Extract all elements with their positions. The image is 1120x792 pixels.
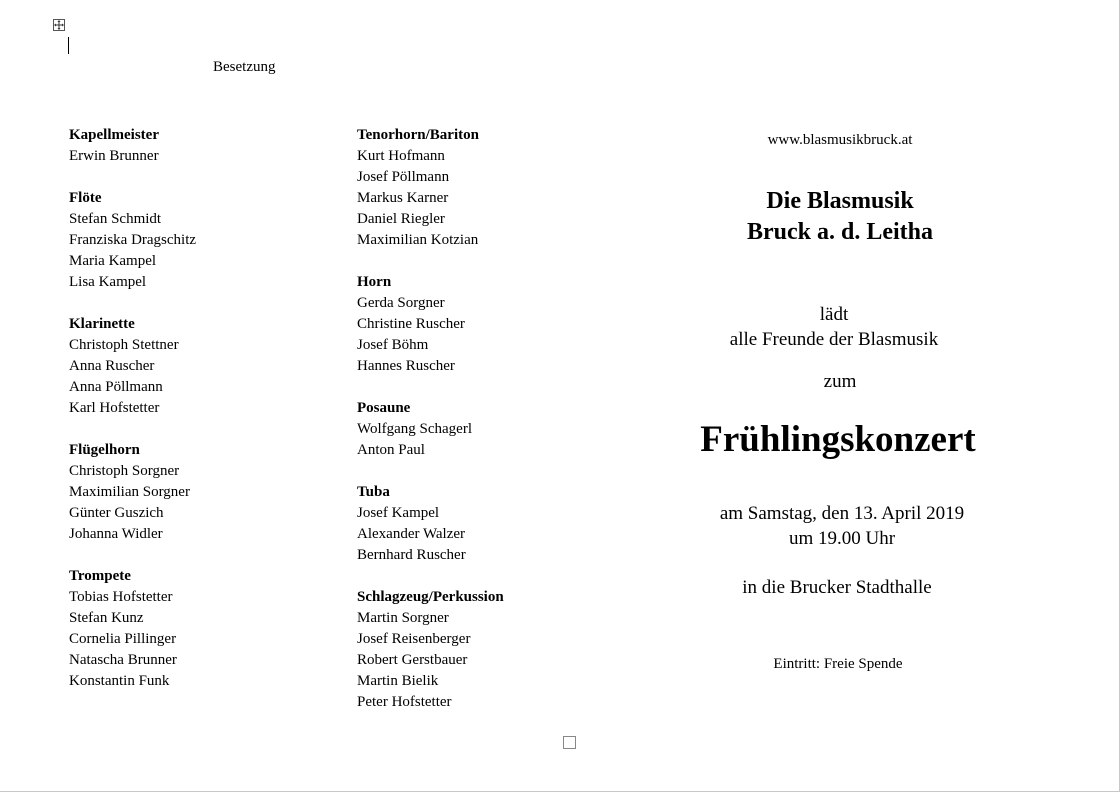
instrument-title: Klarinette <box>69 316 135 332</box>
instrument-section <box>357 272 504 377</box>
member-name: Lisa Kampel <box>69 274 147 290</box>
member-name: Maximilian Sorgner <box>69 484 190 500</box>
concert-datetime <box>662 501 1022 551</box>
page-end-marker <box>563 736 576 749</box>
member-name: Cornelia Pillinger <box>69 631 177 647</box>
member-name: Peter Hofstetter <box>357 694 452 710</box>
member-name: Franziska Dragschitz <box>69 232 197 248</box>
member-name: Natascha Brunner <box>69 652 177 668</box>
member-name: Stefan Schmidt <box>69 211 162 227</box>
member-name: Josef Kampel <box>357 505 440 521</box>
left-roster-column <box>69 125 196 713</box>
member-name: Maximilian Kotzian <box>357 232 479 248</box>
concert-title: Frühlingskonzert <box>700 419 976 460</box>
member-name: Johanna Widler <box>69 526 163 542</box>
instrument-section <box>69 440 196 545</box>
member-name: Bernhard Ruscher <box>357 547 466 563</box>
member-name: Erwin Brunner <box>69 148 159 164</box>
entry-info: Eintritt: Freie Spende <box>773 656 903 672</box>
concert-time: um 19.00 Uhr <box>788 528 896 549</box>
member-name: Kurt Hofmann <box>357 148 445 164</box>
zum-text: zum <box>823 371 857 392</box>
instrument-section <box>357 587 504 713</box>
member-name: Markus Karner <box>357 190 449 206</box>
middle-roster-column <box>357 125 504 734</box>
member-name: Martin Sorgner <box>357 610 449 626</box>
instrument-section <box>69 314 196 419</box>
instrument-title: Trompete <box>69 568 131 584</box>
member-name: Daniel Riegler <box>357 211 445 227</box>
member-name: Christine Ruscher <box>357 316 465 332</box>
instrument-section <box>357 482 504 566</box>
member-name: Robert Gerstbauer <box>357 652 468 668</box>
member-name: Anna Pöllmann <box>69 379 163 395</box>
member-name: Karl Hofstetter <box>69 400 160 416</box>
concert-venue: in die Brucker Stadthalle <box>742 577 932 598</box>
member-name: Anton Paul <box>357 442 425 458</box>
instrument-section <box>69 188 196 293</box>
instrument-title: Horn <box>357 274 392 290</box>
member-name: Tobias Hofstetter <box>69 589 173 605</box>
member-name: Josef Pöllmann <box>357 169 450 185</box>
member-name: Maria Kampel <box>69 253 157 269</box>
instrument-title: Flöte <box>69 190 102 206</box>
invite-line-2: alle Freunde der Blasmusik <box>729 329 939 350</box>
instrument-title: Schlagzeug/Perkussion <box>357 589 504 605</box>
website-url: www.blasmusikbruck.at <box>767 132 913 148</box>
instrument-title: Tuba <box>357 484 390 500</box>
member-name: Josef Reisenberger <box>357 631 471 647</box>
concert-date: am Samstag, den 13. April 2019 <box>719 503 965 524</box>
instrument-section <box>69 566 196 692</box>
instrument-title: Flügelhorn <box>69 442 140 458</box>
org-line-1: Die Blasmusik <box>766 188 914 214</box>
text-cursor <box>68 37 69 54</box>
member-name: Josef Böhm <box>357 337 429 353</box>
member-name: Wolfgang Schagerl <box>357 421 473 437</box>
instrument-title: Posaune <box>357 400 411 416</box>
instrument-section <box>357 125 504 251</box>
member-name: Christoph Sorgner <box>69 463 180 479</box>
invite-line-1: lädt <box>819 304 849 325</box>
member-name: Christoph Stettner <box>69 337 179 353</box>
invitation-text <box>654 302 1014 352</box>
member-name: Hannes Ruscher <box>357 358 455 374</box>
member-name: Anna Ruscher <box>69 358 155 374</box>
org-line-2: Bruck a. d. Leitha <box>746 219 934 245</box>
member-name: Alexander Walzer <box>357 526 466 542</box>
instrument-title: Kapellmeister <box>69 127 159 143</box>
table-move-handle-icon[interactable] <box>53 19 65 31</box>
instrument-title: Tenorhorn/Bariton <box>357 127 479 143</box>
besetzung-heading: Besetzung <box>213 59 276 75</box>
organization-name <box>660 186 1020 248</box>
member-name: Stefan Kunz <box>69 610 144 626</box>
instrument-section <box>69 125 196 167</box>
instrument-section <box>357 398 504 461</box>
member-name: Martin Bielik <box>357 673 439 689</box>
member-name: Günter Guszich <box>69 505 164 521</box>
member-name: Konstantin Funk <box>69 673 170 689</box>
member-name: Gerda Sorgner <box>357 295 445 311</box>
